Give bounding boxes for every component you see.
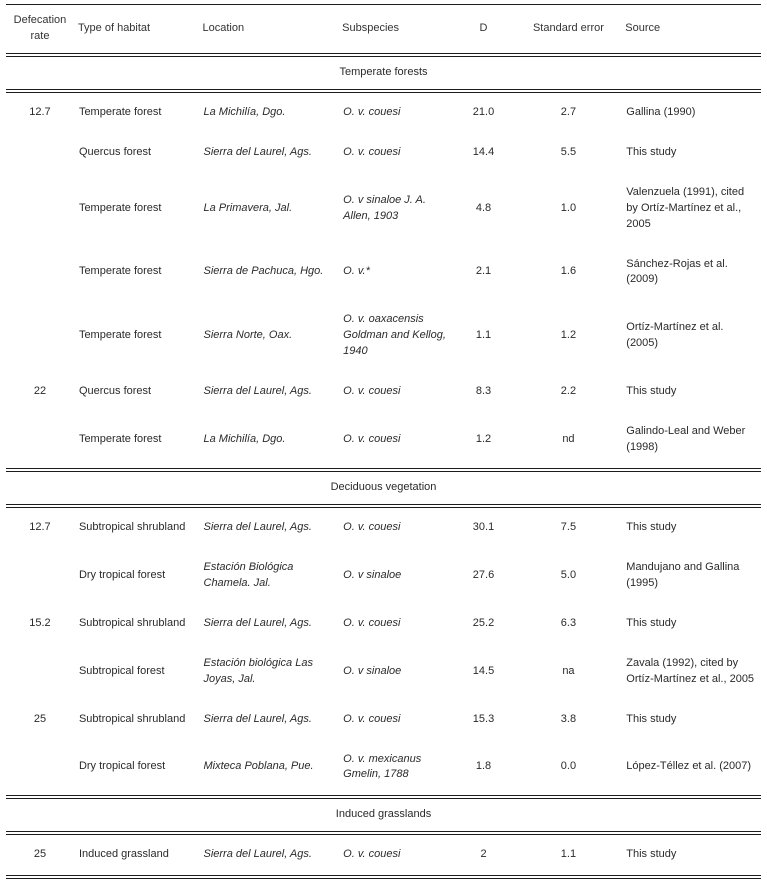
- cell-rate: [6, 740, 74, 798]
- cell-rate: 12.7: [29, 105, 51, 118]
- cell-location: Sierra Norte, Oax.: [203, 329, 293, 342]
- cell-habitat: Quercus forest: [78, 145, 152, 158]
- table-row: [6, 300, 761, 372]
- cell-d: 8.3: [475, 385, 492, 398]
- table-row: [6, 604, 761, 644]
- cell-location: Sierra del Laurel, Ags.: [203, 616, 312, 629]
- cell-d: 4.8: [475, 201, 492, 214]
- cell-d: 15.3: [472, 712, 495, 725]
- cell-rate: 22: [33, 385, 47, 398]
- cell-source: Zavala (1992), cited by Ortíz-Martínez et al., 2005: [626, 656, 755, 685]
- cell-d: 27.6: [472, 568, 495, 581]
- cell-rate: [6, 173, 74, 245]
- cell-source: This study: [626, 385, 677, 398]
- section-title: Deciduous vegetation: [6, 470, 761, 506]
- cell-d: 1.2: [475, 433, 492, 446]
- cell-habitat: Subtropical shrubland: [78, 712, 186, 725]
- cell-se: 1.1: [516, 833, 622, 877]
- table-row: [6, 245, 761, 301]
- cell-location: La Michilía, Dgo.: [203, 433, 286, 446]
- table-body: [6, 55, 761, 877]
- cell-source: Valenzuela (1991), cited by Ortíz-Martínez et al., 2005: [626, 185, 745, 230]
- cell-subspecies: O. v.*: [343, 265, 370, 278]
- cell-source: Gallina (1990): [626, 105, 696, 118]
- cell-source: Mandujano and Gallina (1995): [626, 560, 740, 589]
- cell-source: This study: [626, 520, 677, 533]
- table-row: [6, 412, 761, 470]
- cell-location: La Michilía, Dgo.: [203, 105, 286, 118]
- column-header-habitat: Type of habitat: [74, 5, 199, 55]
- cell-d: 2.1: [475, 265, 492, 278]
- section-title: Temperate forests: [6, 55, 761, 91]
- section-header-row: [6, 55, 761, 91]
- cell-d: 14.5: [472, 664, 495, 677]
- cell-rate: [6, 644, 74, 700]
- cell-location: Estación biológica Las Joyas, Jal.: [203, 656, 313, 685]
- cell-subspecies: O. v. couesi: [338, 833, 451, 877]
- cell-habitat: Dry tropical forest: [78, 760, 166, 773]
- cell-rate: 15.2: [29, 616, 51, 629]
- cell-habitat: Temperate forest: [78, 105, 162, 118]
- cell-habitat: Subtropical shrubland: [78, 520, 186, 533]
- cell-d: 2: [451, 833, 515, 877]
- section-title: Induced grasslands: [6, 797, 761, 833]
- cell-se: 6.3: [560, 616, 577, 629]
- cell-habitat: Temperate forest: [78, 329, 162, 342]
- cell-d: 1.8: [475, 760, 492, 773]
- column-header-location: Location: [199, 5, 339, 55]
- cell-se: 2.2: [560, 385, 577, 398]
- table-row: [6, 740, 761, 798]
- table-row: [6, 173, 761, 245]
- cell-location: Sierra del Laurel, Ags.: [203, 712, 312, 725]
- column-header-d: D: [451, 5, 515, 55]
- cell-subspecies: O. v. couesi: [343, 712, 401, 725]
- cell-location: Sierra del Laurel, Ags.: [203, 145, 312, 158]
- cell-se: 5.5: [560, 145, 577, 158]
- cell-se: 3.8: [560, 712, 577, 725]
- table-row: [6, 506, 761, 548]
- cell-se: 1.2: [560, 329, 577, 342]
- cell-location: Mixteca Poblana, Pue.: [203, 760, 314, 773]
- cell-rate: [6, 548, 74, 604]
- cell-se: 5.0: [560, 568, 577, 581]
- table-row: [6, 548, 761, 604]
- cell-subspecies: O. v. couesi: [343, 520, 401, 533]
- cell-habitat: Temperate forest: [78, 201, 162, 214]
- cell-location: Sierra del Laurel, Ags.: [199, 833, 339, 877]
- table-row: [6, 133, 761, 173]
- cell-rate: 25: [6, 833, 74, 877]
- cell-subspecies: O. v sinaloe: [343, 568, 402, 581]
- cell-habitat: Temperate forest: [78, 433, 162, 446]
- cell-location: Sierra del Laurel, Ags.: [203, 385, 312, 398]
- cell-subspecies: O. v. couesi: [343, 385, 401, 398]
- cell-source: Ortíz-Martínez et al. (2005): [626, 321, 724, 350]
- column-header-rate: Defecation rate: [6, 5, 74, 55]
- cell-habitat: Temperate forest: [78, 265, 162, 278]
- cell-rate: [6, 245, 74, 301]
- cell-d: 30.1: [472, 520, 495, 533]
- cell-location: Sierra de Pachuca, Hgo.: [203, 265, 324, 278]
- cell-source: This study: [626, 712, 677, 725]
- cell-rate: [6, 133, 74, 173]
- column-header-se: Standard error: [516, 5, 622, 55]
- cell-subspecies: O. v. couesi: [343, 433, 401, 446]
- cell-subspecies: O. v. oaxacensis Goldman and Kellog, 1940: [343, 313, 446, 358]
- cell-d: 1.1: [475, 329, 492, 342]
- cell-habitat: Subtropical shrubland: [78, 616, 186, 629]
- cell-se: 0.0: [560, 760, 577, 773]
- cell-habitat: Induced grassland: [74, 833, 199, 877]
- cell-subspecies: O. v. mexicanus Gmelin, 1788: [343, 752, 422, 781]
- cell-se: na: [562, 664, 575, 677]
- cell-subspecies: O. v. couesi: [343, 105, 401, 118]
- cell-se: 1.0: [560, 201, 577, 214]
- cell-rate: 25: [33, 712, 47, 725]
- table-row: [6, 700, 761, 740]
- cell-se: 2.7: [560, 105, 577, 118]
- cell-d: 25.2: [472, 616, 495, 629]
- cell-d: 14.4: [472, 145, 495, 158]
- cell-rate: 12.7: [29, 520, 51, 533]
- cell-source: Galindo-Leal and Weber (1998): [626, 425, 746, 454]
- section-header-row: [6, 470, 761, 506]
- table-header-row: [6, 5, 761, 55]
- cell-subspecies: O. v. couesi: [343, 616, 401, 629]
- table-row: [6, 833, 761, 877]
- cell-d: 21.0: [472, 105, 495, 118]
- cell-subspecies: O. v sinaloe: [343, 664, 402, 677]
- cell-rate: [6, 412, 74, 470]
- cell-se: 7.5: [560, 520, 577, 533]
- cell-rate: [6, 300, 74, 372]
- cell-location: La Primavera, Jal.: [203, 201, 293, 214]
- column-header-source: Source: [621, 5, 761, 55]
- table-head: [6, 5, 761, 55]
- cell-source: Sánchez-Rojas et al. (2009): [626, 257, 728, 286]
- cell-habitat: Subtropical forest: [78, 664, 165, 677]
- cell-source: This study: [621, 833, 761, 877]
- table-row: [6, 91, 761, 133]
- cell-habitat: Dry tropical forest: [78, 568, 166, 581]
- cell-se: nd: [562, 433, 575, 446]
- cell-source: This study: [626, 616, 677, 629]
- table-row: [6, 644, 761, 700]
- cell-subspecies: O. v. couesi: [343, 145, 401, 158]
- cell-source: This study: [626, 145, 677, 158]
- column-header-subspecies: Subspecies: [338, 5, 451, 55]
- cell-habitat: Quercus forest: [78, 385, 152, 398]
- section-header-row: [6, 797, 761, 833]
- cell-location: Estación Biológica Chamela. Jal.: [203, 560, 294, 589]
- cell-source: López-Téllez et al. (2007): [626, 760, 752, 773]
- cell-se: 1.6: [560, 265, 577, 278]
- cell-location: Sierra del Laurel, Ags.: [203, 520, 312, 533]
- cell-subspecies: O. v sinaloe J. A. Allen, 1903: [343, 193, 426, 222]
- table-row: [6, 372, 761, 412]
- defecation-rate-table: [6, 4, 761, 879]
